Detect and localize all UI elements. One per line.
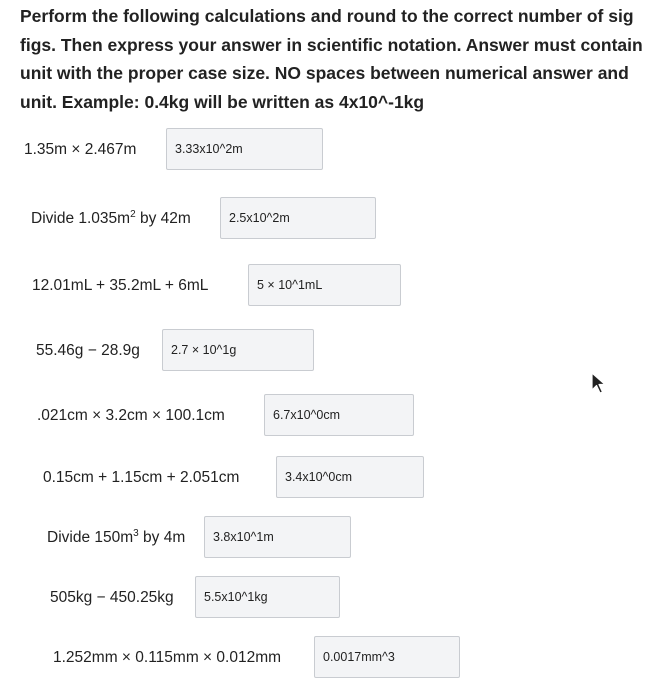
question-label-3: 12.01mL + 35.2mL + 6mL [32,277,209,294]
instructions-line: Perform the following calculations and round to the correct number of sig [20,6,634,26]
answer-input-3[interactable]: 5 × 10^1mL [248,264,401,306]
question-label-4: 55.46g − 28.9g [36,342,140,359]
question-label-6: 0.15cm + 1.15cm + 2.051cm [43,469,240,486]
question-row-5 [0,394,667,438]
question-row-2 [0,197,667,241]
question-row-1 [0,128,667,172]
mouse-cursor-icon [590,372,608,394]
instructions-line: unit. Example: 0.4kg will be written as 4x10^-1kg [20,91,425,112]
question-row-7 [0,516,667,560]
answer-input-1[interactable]: 3.33x10^2m [166,128,323,170]
question-label-7: Divide $150m^3$ by 4m [47,528,186,546]
instructions-line: unit with the proper case size. NO spaces between numerical answer and [20,63,629,83]
instructions-text [20,2,650,116]
question-row-9 [0,636,667,680]
answer-input-4[interactable]: 2.7 × 10^1g [162,329,314,371]
question-row-4 [0,329,667,373]
answer-input-9[interactable]: 0.0017mm^3 [314,636,460,678]
answer-input-2[interactable]: 2.5x10^2m [220,197,376,239]
question-label-2: Divide $1.035m^2$ by 42m [31,209,191,227]
answer-input-5[interactable]: 6.7x10^0cm [264,394,414,436]
question-row-6 [0,456,667,500]
question-label-8: 505kg − 450.25kg [50,589,174,606]
instructions-line: figs. Then express your answer in scientific notation. Answer must contain [20,34,643,55]
answer-input-8[interactable]: 5.5x10^1kg [195,576,340,618]
answer-input-7[interactable]: 3.8x10^1m [204,516,351,558]
question-row-8 [0,576,667,620]
question-row-3 [0,264,667,308]
question-label-1: 1.35m × 2.467m [24,141,137,158]
question-label-5: .021cm × 3.2cm × 100.1cm [37,407,225,424]
answer-input-6[interactable]: 3.4x10^0cm [276,456,424,498]
question-label-9: 1.252mm × 0.115mm × 0.012mm [53,649,282,666]
